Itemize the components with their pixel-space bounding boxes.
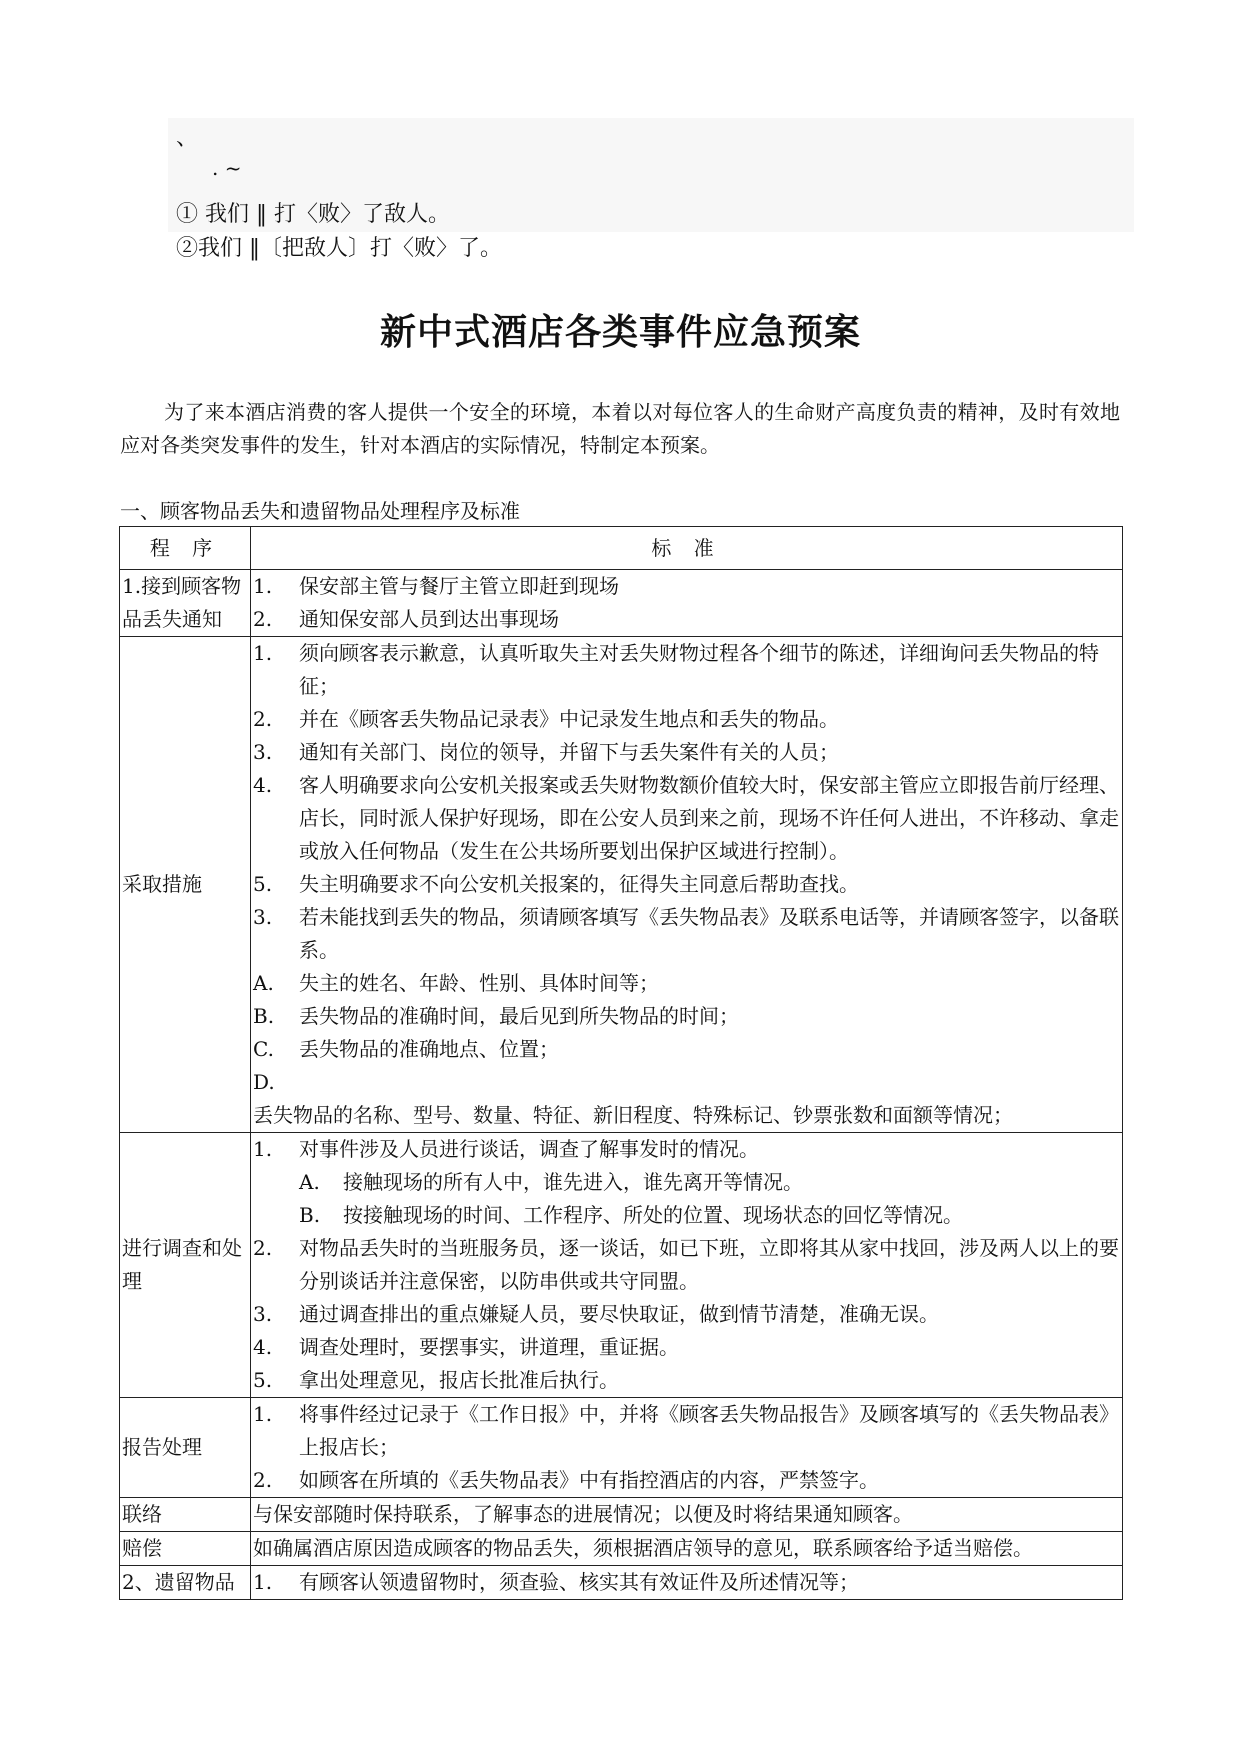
standard-cell: 如确属酒店原因造成顾客的物品丢失，须根据酒店领导的意见，联系顾客给予适当赔偿。 [251, 1532, 1123, 1566]
procedure-cell: 2、遗留物品 [120, 1566, 251, 1600]
procedure-cell: 1.接到顾客物品丢失通知 [120, 570, 251, 637]
list-item: 4. 调查处理时，要摆事实，讲道理，重证据。 [253, 1335, 679, 1359]
standard-cell: 与保安部随时保持联系，了解事态的进展情况；以便及时将结果通知顾客。 [251, 1498, 1123, 1532]
list-item-tail: 丢失物品的名称、型号、数量、特征、新旧程度、特殊标记、钞票张数和面额等情况； [253, 1103, 1013, 1127]
sub-item: B. 按接触现场的时间、工作程序、所处的位置、现场状态的回忆等情况。 [299, 1203, 963, 1227]
table-row [120, 1566, 1123, 1600]
intro-paragraph: 为了来本酒店消费的客人提供一个安全的环境，本着以对每位客人的生命财产高度负责的精神，及时有效地应对各类突发事件的发生，针对本酒店的实际情况，特制定本预案。 [120, 400, 1120, 457]
list-item: 5. 拿出处理意见，报店长批准后执行。 [253, 1368, 619, 1392]
standard-cell [251, 1566, 1123, 1600]
procedure-table [119, 526, 1123, 1600]
table-row [120, 570, 1123, 637]
table-row [120, 1498, 1123, 1532]
list-item: 3. 通过调查排出的重点嫌疑人员，要尽快取证，做到情节清楚，准确无误。 [253, 1302, 939, 1326]
list-item: 1. 须向顾客表示歉意，认真听取失主对丢失财物过程各个细节的陈述，详细询问丢失物品的特征； [253, 641, 1099, 698]
procedure-cell: 采取措施 [120, 637, 251, 1133]
table-row [120, 1133, 1123, 1398]
procedure-cell: 报告处理 [120, 1398, 251, 1498]
list-item: A. 失主的姓名、年龄、性别、具体时间等； [253, 971, 659, 995]
example-sentence-1: ① 我们 ‖ 打〈败〉了敌人。 [176, 202, 450, 227]
procedure-cell: 赔偿 [120, 1532, 251, 1566]
document-title: 新中式酒店各类事件应急预案 [379, 311, 861, 353]
list-item: 3. 通知有关部门、岗位的领导，并留下与丢失案件有关的人员； [253, 740, 839, 764]
standard-cell [251, 637, 1123, 1133]
list-item: 1. 将事件经过记录于《工作日报》中，并将《顾客丢失物品报告》及顾客填写的《丢失物品表》上报店长； [253, 1402, 1119, 1459]
list-item: 1. 保安部主管与餐厅主管立即赶到现场 [253, 574, 619, 598]
sub-item: A. 接触现场的所有人中，谁先进入，谁先离开等情况。 [299, 1170, 803, 1194]
list-item: 2. 通知保安部人员到达出事现场 [253, 607, 559, 631]
list-item: 2. 并在《顾客丢失物品记录表》中记录发生地点和丢失的物品。 [253, 707, 839, 731]
list-item: 2. 如顾客在所填的《丢失物品表》中有指控酒店的内容，严禁签字。 [253, 1468, 879, 1492]
standard-cell [251, 1133, 1123, 1398]
table-row [120, 1532, 1123, 1566]
list-item: 1. 有顾客认领遗留物时，须查验、核实其有效证件及所述情况等； [253, 1570, 859, 1594]
example-sentence-2: ②我们 ‖〔把敌人〕打〈败〉了。 [176, 236, 502, 261]
procedure-cell: 联络 [120, 1498, 251, 1532]
fragment-mark: . ~ [212, 156, 242, 180]
header-procedure: 程 序 [120, 527, 251, 570]
table-header-row [120, 527, 1123, 570]
fragment-mark: 、 [176, 126, 199, 151]
header-standard: 标 准 [251, 527, 1123, 570]
table-row [120, 1398, 1123, 1498]
table-row [120, 637, 1123, 1133]
section-heading: 一、顾客物品丢失和遗留物品处理程序及标准 [120, 499, 520, 523]
list-item: D. [253, 1070, 275, 1094]
standard-cell [251, 1398, 1123, 1498]
list-item: 1. 对事件涉及人员进行谈话，调查了解事发时的情况。 [253, 1137, 759, 1161]
standard-cell [251, 570, 1123, 637]
list-item: 4. 客人明确要求向公安机关报案或丢失财物数额价值较大时，保安部主管应立即报告前厅经理、店长，同时派人保护好现场，即在公安人员到来之前，现场不许任何人进出，不许移动、拿走或放入任何物品（发生在公共场所要划出保护区域进行控制）。 [253, 773, 1119, 863]
procedure-cell: 进行调查和处理 [120, 1133, 251, 1398]
list-item: C. 丢失物品的准确地点、位置； [253, 1037, 559, 1061]
list-item: 5. 失主明确要求不向公安机关报案的，征得失主同意后帮助查找。 [253, 872, 859, 896]
list-item: 3. 若未能找到丢失的物品，须请顾客填写《丢失物品表》及联系电话等，并请顾客签字，以备联系。 [253, 905, 1119, 962]
list-item: 2. 对物品丢失时的当班服务员，逐一谈话，如已下班，立即将其从家中找回，涉及两人以上的要分别谈话并注意保密，以防串供或共守同盟。 [253, 1236, 1119, 1293]
list-item: B. 丢失物品的准确时间，最后见到所失物品的时间； [253, 1004, 739, 1028]
